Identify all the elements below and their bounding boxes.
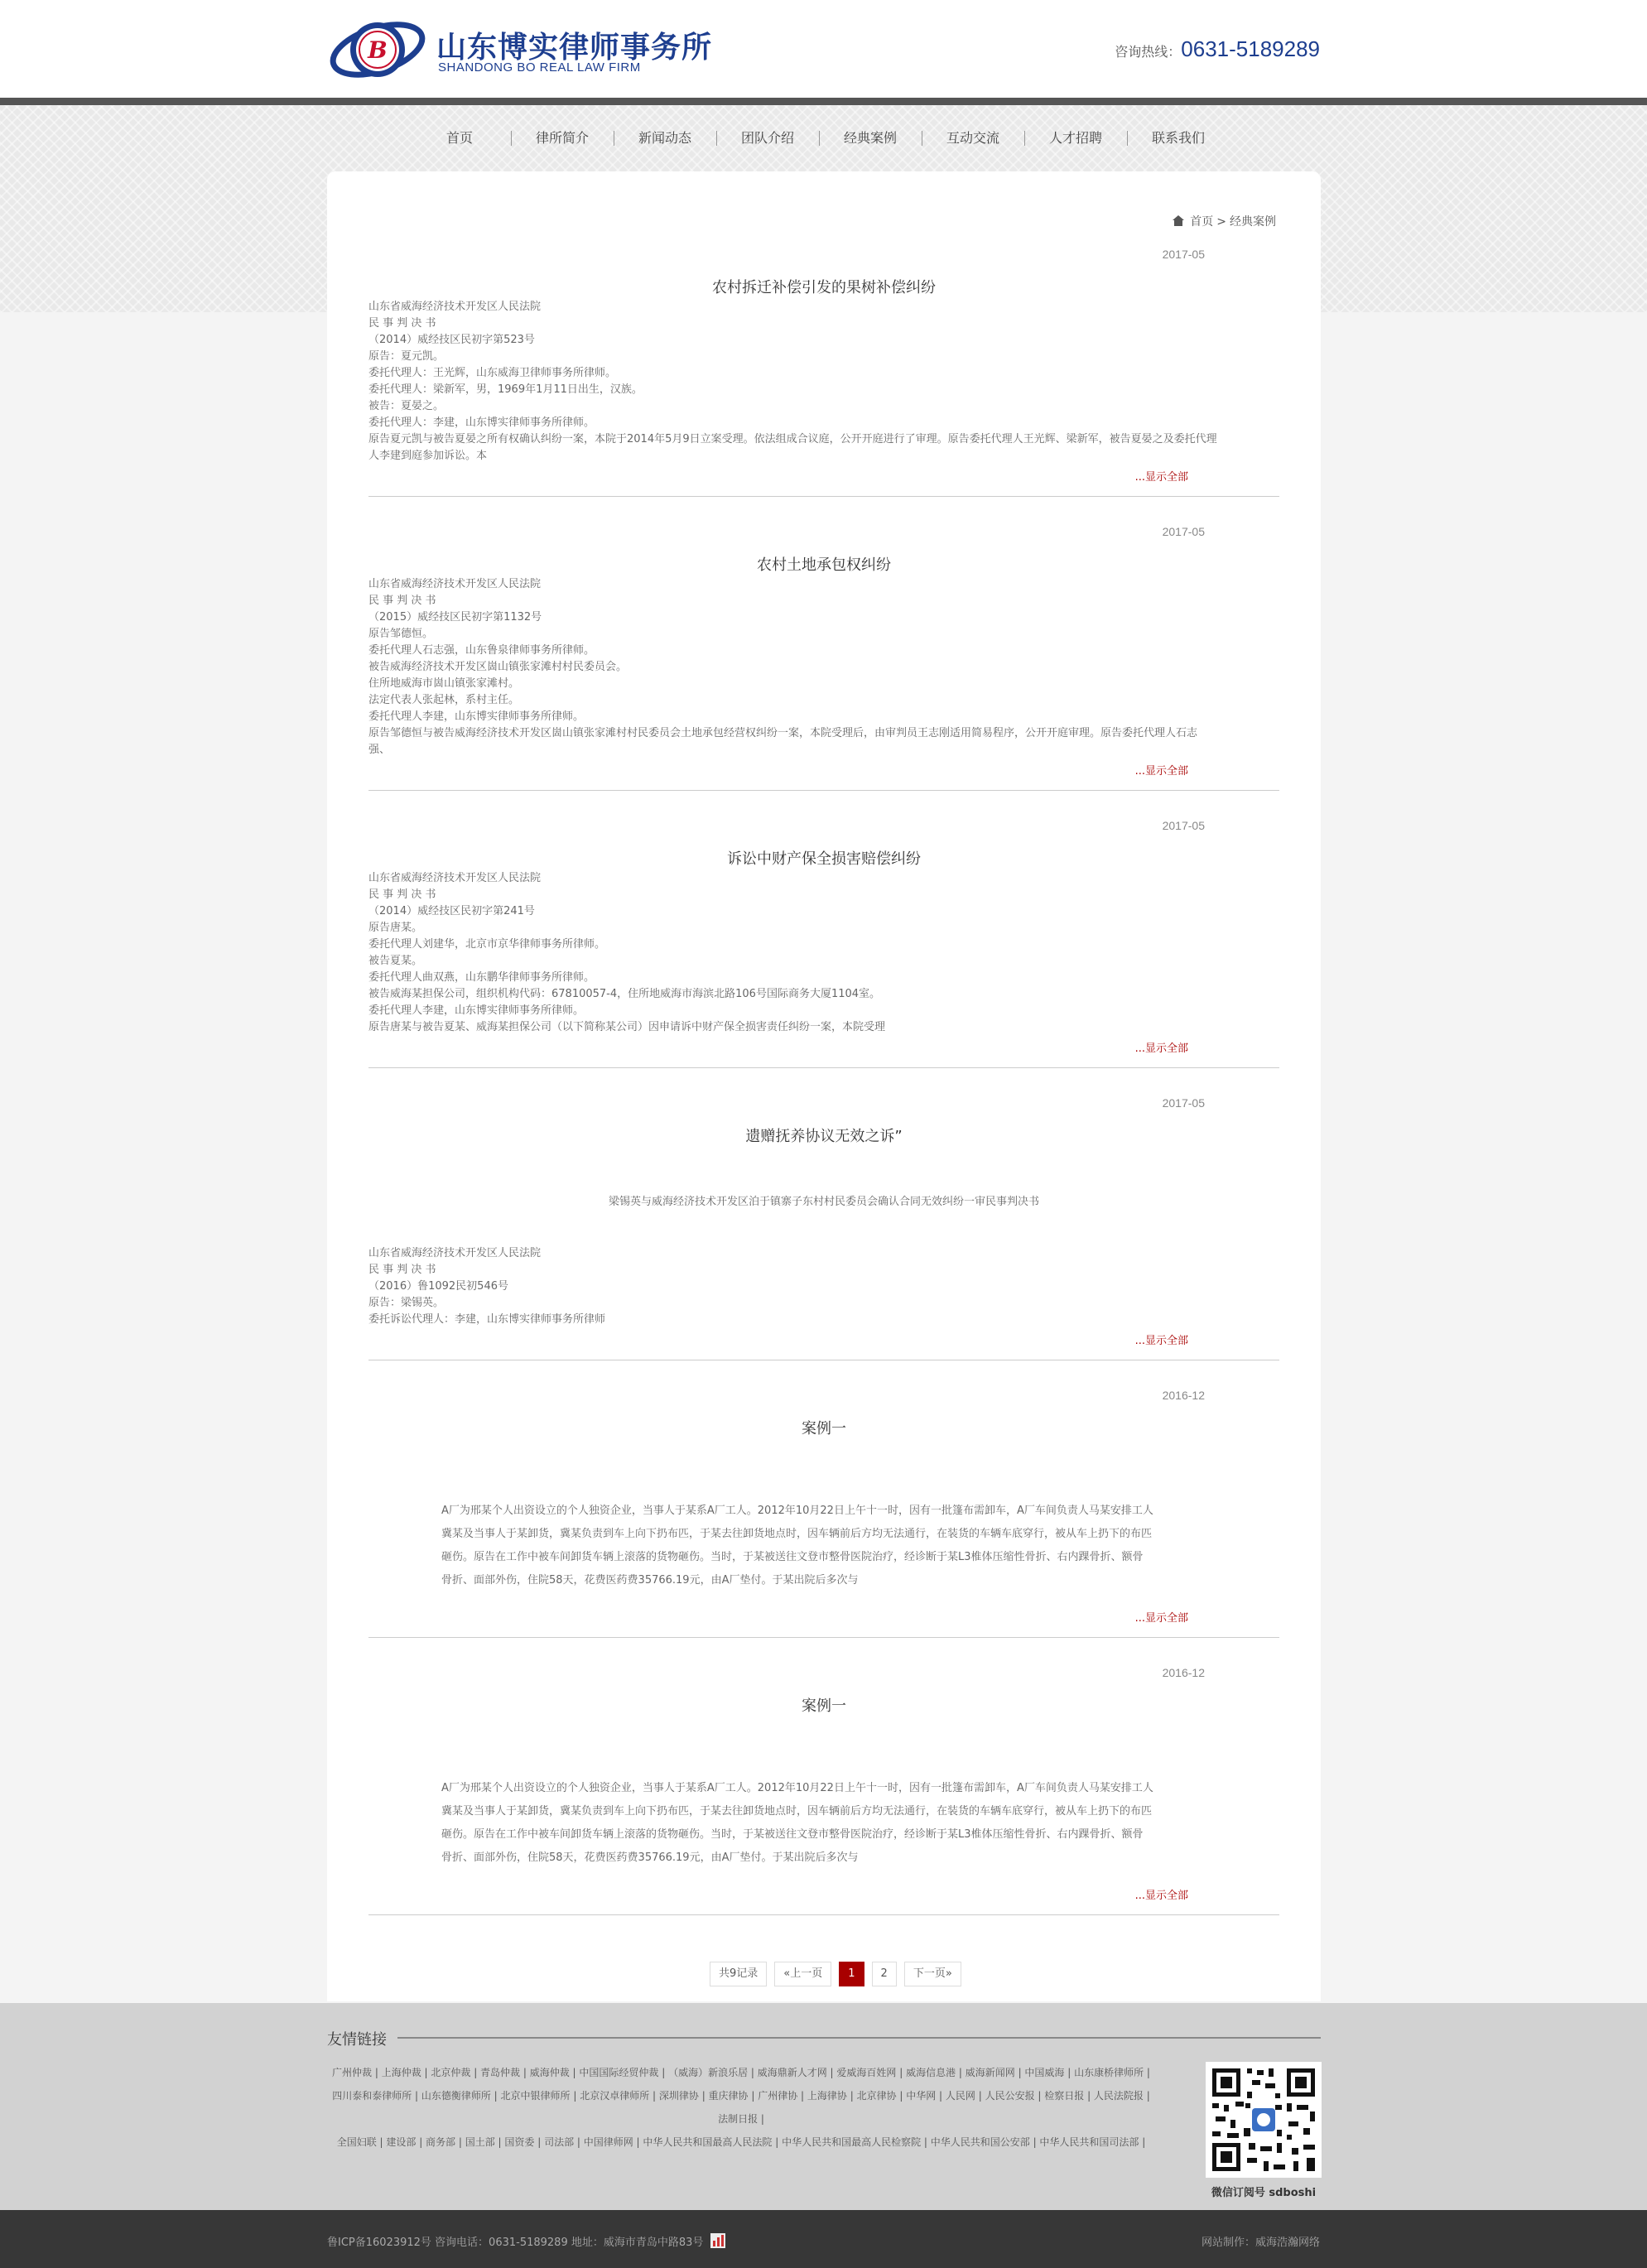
excerpt-line: 民 事 判 决 书 xyxy=(368,888,436,901)
nav-team[interactable]: 团队介绍 xyxy=(716,122,819,155)
excerpt-line: 原告唐某。 xyxy=(368,922,423,934)
excerpt-line: A厂为邢某个人出资设立的个人独资企业，当事人于某系A厂工人。2012年10月22日上午十一时，因有一批篷布需卸车，A厂车间负责人马某安排工人 xyxy=(441,1782,1153,1794)
excerpt-line: 委托诉讼代理人：李建，山东博实律师事务所律师 xyxy=(368,1313,606,1326)
excerpt-line: 委托代理人李建，山东博实律师事务所律师。 xyxy=(368,1004,585,1017)
article-title[interactable]: 诉讼中财产保全损害赔偿纠纷 xyxy=(727,850,921,868)
firm-name-en: SHANDONG BO REAL LAW FIRM xyxy=(438,60,641,75)
excerpt-line: 委托代理人刘建华，北京市京华律师事务所律师。 xyxy=(368,938,606,951)
article-excerpt xyxy=(368,1245,605,1328)
site-header xyxy=(0,0,1647,98)
breadcrumb-separator: > xyxy=(1216,215,1226,229)
show-all-link[interactable]: ...显示全部 xyxy=(1134,765,1188,778)
next-page-button[interactable]: 下一页» xyxy=(904,1962,961,1986)
article-divider xyxy=(368,790,1279,791)
qr-caption: 微信订阅号 sdboshi xyxy=(1211,2187,1317,2199)
prev-page-button[interactable]: «上一页 xyxy=(774,1962,831,1986)
excerpt-line: （2016）鲁1092民初546号 xyxy=(368,1280,508,1293)
nav-about[interactable]: 律所简介 xyxy=(511,122,614,155)
excerpt-line: 山东省威海经济技术开发区人民法院 xyxy=(368,578,542,590)
article-excerpt xyxy=(368,299,1217,465)
show-all-link[interactable]: ...显示全部 xyxy=(1134,1612,1188,1625)
article-subtitle: 梁锡英与威海经济技术开发区泊于镇寨子东村村民委员会确认合同无效纠纷一审民事判决书 xyxy=(608,1196,1039,1208)
article-date: 2017-05 xyxy=(1162,1096,1205,1110)
article-date: 2016-12 xyxy=(1162,1666,1205,1679)
excerpt-line: 委托代理人石志强，山东鲁泉律师事务所律师。 xyxy=(368,644,595,657)
excerpt-line: 被告夏某。 xyxy=(368,955,423,967)
nav-contact[interactable]: 联系我们 xyxy=(1127,122,1230,155)
article-title[interactable]: 农村拆迁补偿引发的果树补偿纠纷 xyxy=(712,279,936,296)
firm-emblem-icon xyxy=(327,14,428,85)
article-excerpt xyxy=(441,1777,1153,1870)
excerpt-line: 被告威海经济技术开发区崮山镇张家滩村村民委员会。 xyxy=(368,661,628,673)
friend-links-row[interactable]: 全国妇联 | 建设部 | 商务部 | 国土部 | 国资委 | 司法部 | 中国律师网 | 中华人民共和国最高人民法院 | 中华人民共和国最高人民检察院 | 中华人民共和国公安部 | 中华人民共和国司法部 | xyxy=(336,2136,1146,2148)
excerpt-line: A厂为邢某个人出资设立的个人独资企业，当事人于某系A厂工人。2012年10月22日上午十一时，因有一批篷布需卸车，A厂车间负责人马某安排工人 xyxy=(441,1505,1153,1517)
svg-text:B: B xyxy=(368,36,388,64)
article-divider xyxy=(368,1067,1279,1068)
main-nav xyxy=(408,122,1230,155)
article-date: 2016-12 xyxy=(1162,1389,1205,1402)
article-excerpt xyxy=(368,870,885,1036)
nav-cases[interactable]: 经典案例 xyxy=(819,122,922,155)
home-icon xyxy=(1172,214,1185,227)
article-date: 2017-05 xyxy=(1162,819,1205,832)
excerpt-line: 冀某及当事人于某卸货，冀某负责到车上向下扔布匹，于某去往卸货地点时，因车辆前后方均无法通行，在装货的车辆车底穿行，被从车上扔下的布匹 xyxy=(441,1805,1153,1818)
excerpt-line: 强、 xyxy=(368,744,391,756)
article-title[interactable]: 遗赠抚养协议无效之诉” xyxy=(745,1128,903,1145)
excerpt-line: 骨折、面部外伤，住院58天，花费医药费35766.19元，由A厂垫付。于某出院后多次与 xyxy=(441,1574,859,1587)
article-title[interactable]: 案例一 xyxy=(802,1420,846,1437)
excerpt-line: 委托代理人：梁新军，男，1969年1月11日出生，汉族。 xyxy=(368,383,643,396)
nav-careers[interactable]: 人才招聘 xyxy=(1024,122,1127,155)
breadcrumb-home[interactable]: 首页 xyxy=(1190,215,1214,229)
hotline-number: 0631-5189289 xyxy=(1181,36,1320,61)
excerpt-line: 委托代理人：李建，山东博实律师事务所律师。 xyxy=(368,417,595,429)
excerpt-line: 骨折、面部外伤，住院58天，花费医药费35766.19元，由A厂垫付。于某出院后多次与 xyxy=(441,1851,859,1864)
article-divider xyxy=(368,1637,1279,1638)
excerpt-line: 民 事 判 决 书 xyxy=(368,595,436,607)
excerpt-line: （2015）威经技区民初字第1132号 xyxy=(368,611,542,624)
friend-links-row[interactable]: 四川泰和泰律师所 | 山东德衡律师所 | 北京中银律师所 | 北京汉卓律师所 | 深圳律协 | 重庆律协 | 广州律协 | 上海律协 | 北京律协 | 中华网 | 人民网 | 人民公安报 | 检察日报 | 人民法院报 | 法制日报 | xyxy=(332,2090,1150,2125)
nav-news[interactable]: 新闻动态 xyxy=(614,122,716,155)
article-excerpt xyxy=(441,1500,1153,1592)
page-2-button[interactable]: 2 xyxy=(872,1962,897,1986)
excerpt-line: 人李建到庭参加诉讼。本 xyxy=(368,450,488,462)
excerpt-line: 被告威海某担保公司，组织机构代码：67810057-4，住所地威海市海滨北路106号国际商务大厦1104室。 xyxy=(368,988,881,1000)
friend-links-list xyxy=(327,2061,1155,2154)
article-date: 2017-05 xyxy=(1162,525,1205,538)
firm-name-cn: 山东博实律师事务所 xyxy=(436,31,713,65)
article-excerpt xyxy=(368,576,1197,758)
excerpt-line: 原告唐某与被告夏某、威海某担保公司（以下简称某公司）因申请诉中财产保全损害责任纠纷一案，本院受理 xyxy=(368,1021,886,1033)
breadcrumb xyxy=(1172,213,1279,229)
show-all-link[interactable]: ...显示全部 xyxy=(1134,1890,1188,1902)
excerpt-line: 原告：梁锡英。 xyxy=(368,1297,445,1309)
article-divider xyxy=(368,496,1279,497)
article-date: 2017-05 xyxy=(1162,248,1205,261)
footer-info xyxy=(327,2233,725,2249)
site-footer xyxy=(0,2210,1647,2268)
hotline xyxy=(1115,36,1320,62)
excerpt-line: 法定代表人张起林，系村主任。 xyxy=(368,694,520,706)
excerpt-line: 山东省威海经济技术开发区人民法院 xyxy=(368,301,542,313)
article-title[interactable]: 农村土地承包权纠纷 xyxy=(757,556,891,574)
hotline-label: 咨询热线： xyxy=(1115,44,1182,60)
excerpt-line: 山东省威海经济技术开发区人民法院 xyxy=(368,872,542,884)
excerpt-line: 被告：夏晏之。 xyxy=(368,400,445,412)
content-card xyxy=(327,171,1321,2001)
page-1-button[interactable]: 1 xyxy=(839,1962,864,1986)
nav-home[interactable]: 首页 xyxy=(445,130,473,146)
friend-links-heading: 友情链接 xyxy=(327,2031,387,2049)
friend-links-rule xyxy=(397,2037,1321,2039)
excerpt-line: 委托代理人：王光辉，山东威海卫律师事务所律师。 xyxy=(368,367,617,379)
show-all-link[interactable]: ...显示全部 xyxy=(1134,1335,1188,1347)
excerpt-line: 砸伤。原告在工作中被车间卸货车辆上滚落的货物砸伤。当时，于某被送往文登市整骨医院治疗，经诊断于某L3椎体压缩性骨折、右内踝骨折、额骨 xyxy=(441,1551,1144,1563)
excerpt-line: 原告邹德恒。 xyxy=(368,628,434,640)
excerpt-line: 原告夏元凯与被告夏晏之所有权确认纠纷一案，本院于2014年5月9日立案受理。依法组成合议庭，公开开庭进行了审理。原告委托代理人王光辉、梁新军，被告夏晏之及委托代理 xyxy=(368,433,1217,445)
excerpt-line: （2014）威经技区民初字第523号 xyxy=(368,334,535,346)
breadcrumb-current: 经典案例 xyxy=(1230,215,1276,229)
header-divider-bar xyxy=(0,98,1647,105)
article-title[interactable]: 案例一 xyxy=(802,1697,846,1715)
firm-logo[interactable] xyxy=(327,14,713,85)
excerpt-line: 砸伤。原告在工作中被车间卸货车辆上滚落的货物砸伤。当时，于某被送往文登市整骨医院治疗，经诊断于某L3椎体压缩性骨折、右内踝骨折、额骨 xyxy=(441,1828,1144,1841)
excerpt-line: 冀某及当事人于某卸货，冀某负责到车上向下扔布匹，于某去往卸货地点时，因车辆前后方均无法通行，在装货的车辆车底穿行，被从车上扔下的布匹 xyxy=(441,1528,1153,1540)
friend-links-section xyxy=(0,2003,1647,2210)
site-stats-icon[interactable] xyxy=(710,2233,725,2248)
excerpt-line: 原告：夏元凯。 xyxy=(368,350,445,363)
excerpt-line: 山东省威海经济技术开发区人民法院 xyxy=(368,1247,542,1259)
excerpt-line: 委托代理人曲双燕，山东鹏华律师事务所律师。 xyxy=(368,971,595,984)
excerpt-line: 民 事 判 决 书 xyxy=(368,317,436,330)
nav-interaction[interactable]: 互动交流 xyxy=(922,122,1024,155)
footer-credit[interactable]: 网站制作：威海浩瀚网络 xyxy=(1201,2237,1320,2249)
excerpt-line: 住所地威海市崮山镇张家滩村。 xyxy=(368,677,520,690)
wechat-qr-code xyxy=(1206,2062,1322,2178)
excerpt-line: 原告邹德恒与被告威海经济技术开发区崮山镇张家滩村村民委员会土地承包经营权纠纷一案，本院受理后，由审判员王志刚适用简易程序，公开开庭审理。原告委托代理人石志 xyxy=(368,727,1198,739)
pagination xyxy=(710,1962,961,1986)
excerpt-line: 民 事 判 决 书 xyxy=(368,1264,436,1276)
footer-icp-address: 鲁ICP备16023912号 咨询电话：0631-5189289 地址：威海市青岛中路83号 xyxy=(327,2237,704,2249)
show-all-link[interactable]: ...显示全部 xyxy=(1134,1043,1188,1055)
excerpt-line: （2014）威经技区民初字第241号 xyxy=(368,905,535,917)
excerpt-line: 委托代理人李建，山东博实律师事务所律师。 xyxy=(368,710,585,723)
pagination-total: 共9记录 xyxy=(710,1962,767,1986)
friend-links-row[interactable]: 广州仲裁 | 上海仲裁 | 北京仲裁 | 青岛仲裁 | 威海仲裁 | 中国国际经贸仲裁 | （威海）新浪乐居 | 威海鼎新人才网 | 爱威海百姓网 | 威海信息港 | 威海新闻网 | 中国威海 | 山东康桥律师所 | xyxy=(332,2067,1150,2078)
show-all-link[interactable]: ...显示全部 xyxy=(1134,471,1188,484)
article-divider xyxy=(368,1914,1279,1915)
